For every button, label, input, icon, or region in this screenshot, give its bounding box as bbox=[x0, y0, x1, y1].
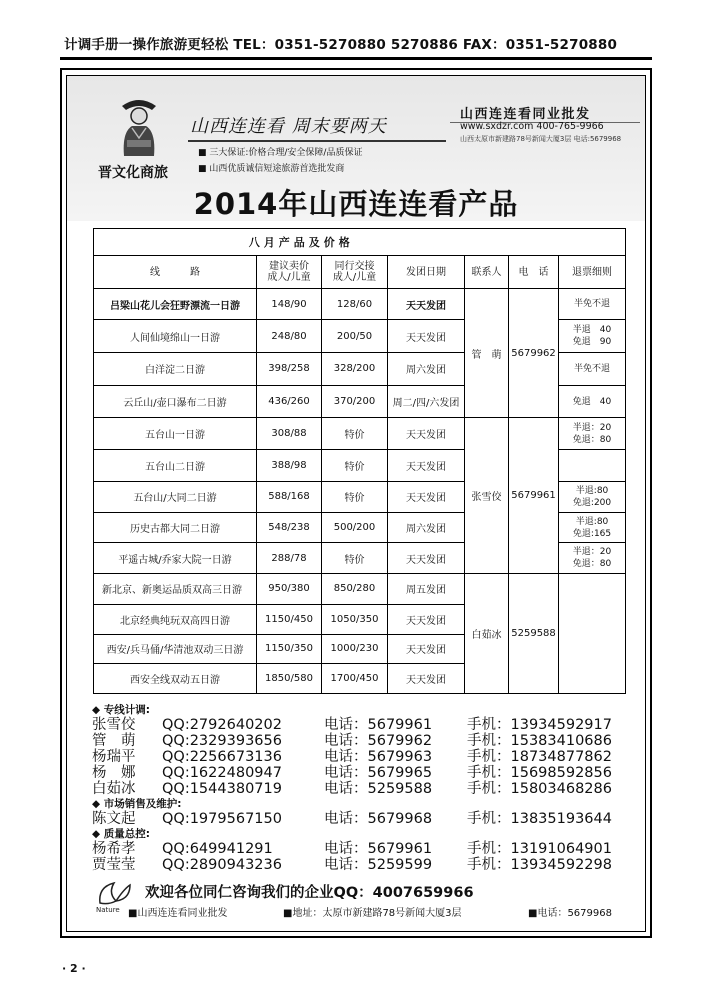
suggested-price-cell: 548/238 bbox=[257, 512, 322, 543]
header-peer-line: 同行交接 bbox=[334, 261, 375, 273]
suggested-price-cell: 1150/450 bbox=[257, 604, 322, 634]
contact-name: 管 萌 bbox=[92, 733, 136, 749]
contact-row bbox=[92, 717, 632, 733]
refund-cell bbox=[559, 352, 626, 385]
header-refund: 退票细则 bbox=[559, 255, 626, 289]
slogan-underline bbox=[188, 140, 446, 142]
contact-mobile: 手机：13835193644 bbox=[467, 811, 612, 827]
peer-price-cell: 特价 bbox=[322, 481, 388, 512]
contact-cell: 张雪佼 bbox=[465, 418, 509, 574]
refund-line: 半退 40 bbox=[572, 325, 612, 336]
header-peer-line: 成人/儿童 bbox=[332, 272, 377, 284]
contact-name: 白茹冰 bbox=[92, 781, 136, 797]
contact-name: 杨瑞平 bbox=[92, 749, 136, 765]
suggested-price-cell: 398/258 bbox=[257, 352, 322, 385]
header-bullet: ■ 三大保证:价格合理/安全保障/品质保证 bbox=[198, 148, 363, 158]
footer-phone: ■电话：5679968 bbox=[528, 908, 612, 919]
table-caption-gap bbox=[509, 229, 626, 256]
top-contact-bar: 计调手册一操作旅游更轻松 TEL：0351-5270880 5270886 FAX：0351-5270880 bbox=[64, 37, 618, 53]
contact-name: 杨希孝 bbox=[92, 841, 136, 857]
departure-cell: 天天发团 bbox=[388, 320, 465, 353]
contact-qq: QQ:2329393656 bbox=[162, 733, 282, 749]
contact-row bbox=[92, 841, 632, 857]
contact-name: 陈文起 bbox=[92, 811, 136, 827]
contact-qq: QQ:1622480947 bbox=[162, 765, 282, 781]
header-route: 线 路 bbox=[94, 255, 257, 289]
phone-cell: 5679961 bbox=[509, 418, 559, 574]
header-suggested bbox=[257, 255, 322, 289]
suggested-price-cell: 288/78 bbox=[257, 543, 322, 574]
header-contact: 联系人 bbox=[465, 255, 509, 289]
peer-price-cell: 200/50 bbox=[322, 320, 388, 353]
contact-row bbox=[92, 765, 632, 781]
suggested-price-cell: 588/168 bbox=[257, 481, 322, 512]
contact-tel: 电话：5679961 bbox=[324, 717, 433, 733]
contact-name: 贾莹莹 bbox=[92, 857, 136, 873]
header-suggested-line: 成人/儿童 bbox=[267, 272, 311, 284]
contact-qq: QQ:2256673136 bbox=[162, 749, 282, 765]
route-cell: 五台山/大同二日游 bbox=[94, 481, 257, 512]
contact-name: 张雪佼 bbox=[92, 717, 136, 733]
refund-cell bbox=[559, 543, 626, 574]
refund-line: 免退:165 bbox=[572, 528, 612, 539]
table-caption: 八月产品及价格 bbox=[94, 229, 509, 256]
price-table bbox=[93, 228, 626, 694]
refund-line: 半退：20 bbox=[572, 422, 612, 433]
peer-price-cell: 128/60 bbox=[322, 289, 388, 320]
contact-qq: QQ:1979567150 bbox=[162, 811, 282, 827]
suggested-price-cell: 388/98 bbox=[257, 450, 322, 482]
departure-cell: 天天发团 bbox=[388, 664, 465, 694]
contact-row bbox=[92, 811, 632, 827]
footer-brand: ■山西连连看同业批发 bbox=[128, 908, 228, 919]
contact-qq: QQ:1544380719 bbox=[162, 781, 282, 797]
departure-cell: 周五发团 bbox=[388, 574, 465, 605]
welcome-line: 欢迎各位同仁咨询我们的企业QQ：4007659966 bbox=[145, 885, 474, 901]
peer-price-cell: 328/200 bbox=[322, 352, 388, 385]
route-cell: 五台山一日游 bbox=[94, 418, 257, 450]
refund-line: 半免不退 bbox=[574, 299, 611, 310]
refund-cell bbox=[559, 574, 626, 694]
contact-mobile: 手机：15803468286 bbox=[467, 781, 612, 797]
page-number: · 2 · bbox=[62, 962, 86, 975]
refund-line: 免退:200 bbox=[572, 497, 612, 508]
peer-price-cell: 370/200 bbox=[322, 385, 388, 418]
contacts-section-label: ◆ 质量总控: bbox=[92, 828, 150, 840]
departure-cell: 天天发团 bbox=[388, 634, 465, 664]
brand-address: 山西太原市新建路78号新闻大厦3层 电话:5679968 bbox=[460, 135, 622, 143]
nature-label: Nature bbox=[96, 906, 120, 913]
peer-price-cell: 1000/230 bbox=[322, 634, 388, 664]
refund-cell bbox=[559, 450, 626, 482]
peer-price-cell: 特价 bbox=[322, 418, 388, 450]
header-peer bbox=[322, 255, 388, 289]
header-bullet: ■ 山西优质诚信短途旅游首选批发商 bbox=[198, 164, 345, 174]
header-departure: 发团日期 bbox=[388, 255, 465, 289]
refund-cell bbox=[559, 512, 626, 543]
route-cell: 白洋淀二日游 bbox=[94, 352, 257, 385]
table-row bbox=[94, 574, 626, 605]
peer-price-cell: 850/280 bbox=[322, 574, 388, 605]
route-cell: 吕梁山花儿会狂野漂流一日游 bbox=[94, 289, 257, 320]
peer-price-cell: 500/200 bbox=[322, 512, 388, 543]
contact-mobile: 手机：13191064901 bbox=[467, 841, 612, 857]
refund-line: 半退:80 bbox=[575, 485, 609, 496]
contact-row bbox=[92, 733, 632, 749]
route-cell: 五台山二日游 bbox=[94, 450, 257, 482]
contact-qq: QQ:649941291 bbox=[162, 841, 273, 857]
contact-qq: QQ:2792640202 bbox=[162, 717, 282, 733]
suggested-price-cell: 1150/350 bbox=[257, 634, 322, 664]
peer-price-cell: 特价 bbox=[322, 450, 388, 482]
header-suggested-line: 建议卖价 bbox=[269, 261, 309, 273]
refund-cell bbox=[559, 320, 626, 353]
departure-cell: 周六发团 bbox=[388, 512, 465, 543]
suggested-price-cell: 148/90 bbox=[257, 289, 322, 320]
contact-mobile: 手机：13934592917 bbox=[467, 717, 612, 733]
header-bullets bbox=[198, 145, 362, 177]
route-cell: 新北京、新奥运品质双高三日游 bbox=[94, 574, 257, 605]
departure-cell: 周六发团 bbox=[388, 352, 465, 385]
departure-cell: 天天发团 bbox=[388, 543, 465, 574]
contact-tel: 电话：5679963 bbox=[324, 749, 433, 765]
refund-cell bbox=[559, 385, 626, 418]
contact-name: 杨 娜 bbox=[92, 765, 136, 781]
contacts-section-label: ◆ 市场销售及维护: bbox=[92, 798, 182, 810]
suggested-price-cell: 308/88 bbox=[257, 418, 322, 450]
refund-line: 半退:80 bbox=[575, 516, 609, 527]
suggested-price-cell: 248/80 bbox=[257, 320, 322, 353]
route-cell: 人间仙境绵山一日游 bbox=[94, 320, 257, 353]
brand-website: www.sxdzr.com 400-765-9966 bbox=[460, 121, 604, 132]
contact-tel: 电话：5679968 bbox=[324, 811, 433, 827]
route-cell: 历史古都大同二日游 bbox=[94, 512, 257, 543]
refund-line: 免退 40 bbox=[572, 396, 612, 407]
header-phone: 电 话 bbox=[509, 255, 559, 289]
refund-cell bbox=[559, 418, 626, 450]
departure-cell: 周二/四/六发团 bbox=[388, 385, 465, 418]
route-cell: 西安/兵马俑/华清池双动三日游 bbox=[94, 634, 257, 664]
contact-cell: 白茹冰 bbox=[465, 574, 509, 694]
route-cell: 平遥古城/乔家大院一日游 bbox=[94, 543, 257, 574]
table-row bbox=[94, 418, 626, 450]
contact-mobile: 手机：13934592298 bbox=[467, 857, 612, 873]
page-title: 2014年山西连连看产品 bbox=[193, 187, 519, 221]
contact-qq: QQ:2890943236 bbox=[162, 857, 282, 873]
peer-price-cell: 1050/350 bbox=[322, 604, 388, 634]
contact-tel: 电话：5679961 bbox=[324, 841, 433, 857]
departure-cell: 天天发团 bbox=[388, 481, 465, 512]
departure-cell: 天天发团 bbox=[388, 418, 465, 450]
footer-address: ■地址：太原市新建路78号新闻大厦3层 bbox=[283, 908, 462, 919]
contact-mobile: 手机：15698592856 bbox=[467, 765, 612, 781]
contact-mobile: 手机：15383410686 bbox=[467, 733, 612, 749]
peer-price-cell: 特价 bbox=[322, 543, 388, 574]
contacts-section-label: ◆ 专线计调: bbox=[92, 704, 150, 716]
contact-row bbox=[92, 857, 632, 873]
refund-line: 半免不退 bbox=[574, 363, 611, 374]
route-cell: 云丘山/壶口瀑布二日游 bbox=[94, 385, 257, 418]
suggested-price-cell: 950/380 bbox=[257, 574, 322, 605]
refund-line: 免退：80 bbox=[572, 559, 612, 570]
slogan: 山西连连看 周末要两天 bbox=[190, 116, 387, 137]
route-cell: 北京经典纯玩双高四日游 bbox=[94, 604, 257, 634]
logo-figure-icon bbox=[114, 92, 164, 160]
refund-cell bbox=[559, 289, 626, 320]
departure-cell: 天天发团 bbox=[388, 450, 465, 482]
contact-tel: 电话：5259599 bbox=[324, 857, 433, 873]
table-row bbox=[94, 289, 626, 320]
suggested-price-cell: 1850/580 bbox=[257, 664, 322, 694]
phone-cell: 5259588 bbox=[509, 574, 559, 694]
contacts-section bbox=[92, 703, 632, 873]
refund-line: 半退：20 bbox=[572, 547, 612, 558]
route-cell: 西安全线双动五日游 bbox=[94, 664, 257, 694]
contact-mobile: 手机：18734877862 bbox=[467, 749, 612, 765]
top-divider bbox=[60, 57, 652, 60]
contact-tel: 电话：5679965 bbox=[324, 765, 433, 781]
peer-price-cell: 1700/450 bbox=[322, 664, 388, 694]
contact-row bbox=[92, 781, 632, 797]
refund-line: 免退：80 bbox=[572, 434, 612, 445]
departure-cell: 天天发团 bbox=[388, 604, 465, 634]
suggested-price-cell: 436/260 bbox=[257, 385, 322, 418]
refund-line: 免退 90 bbox=[572, 337, 612, 348]
contact-cell: 管 萌 bbox=[465, 289, 509, 418]
brand-title: 山西连连看同业批发 bbox=[460, 107, 591, 122]
refund-cell bbox=[559, 481, 626, 512]
phone-cell: 5679962 bbox=[509, 289, 559, 418]
contact-row bbox=[92, 749, 632, 765]
logo-text: 晋文化商旅 bbox=[98, 165, 168, 181]
departure-cell: 天天发团 bbox=[388, 289, 465, 320]
contact-tel: 电话：5679962 bbox=[324, 733, 433, 749]
contact-tel: 电话：5259588 bbox=[324, 781, 433, 797]
